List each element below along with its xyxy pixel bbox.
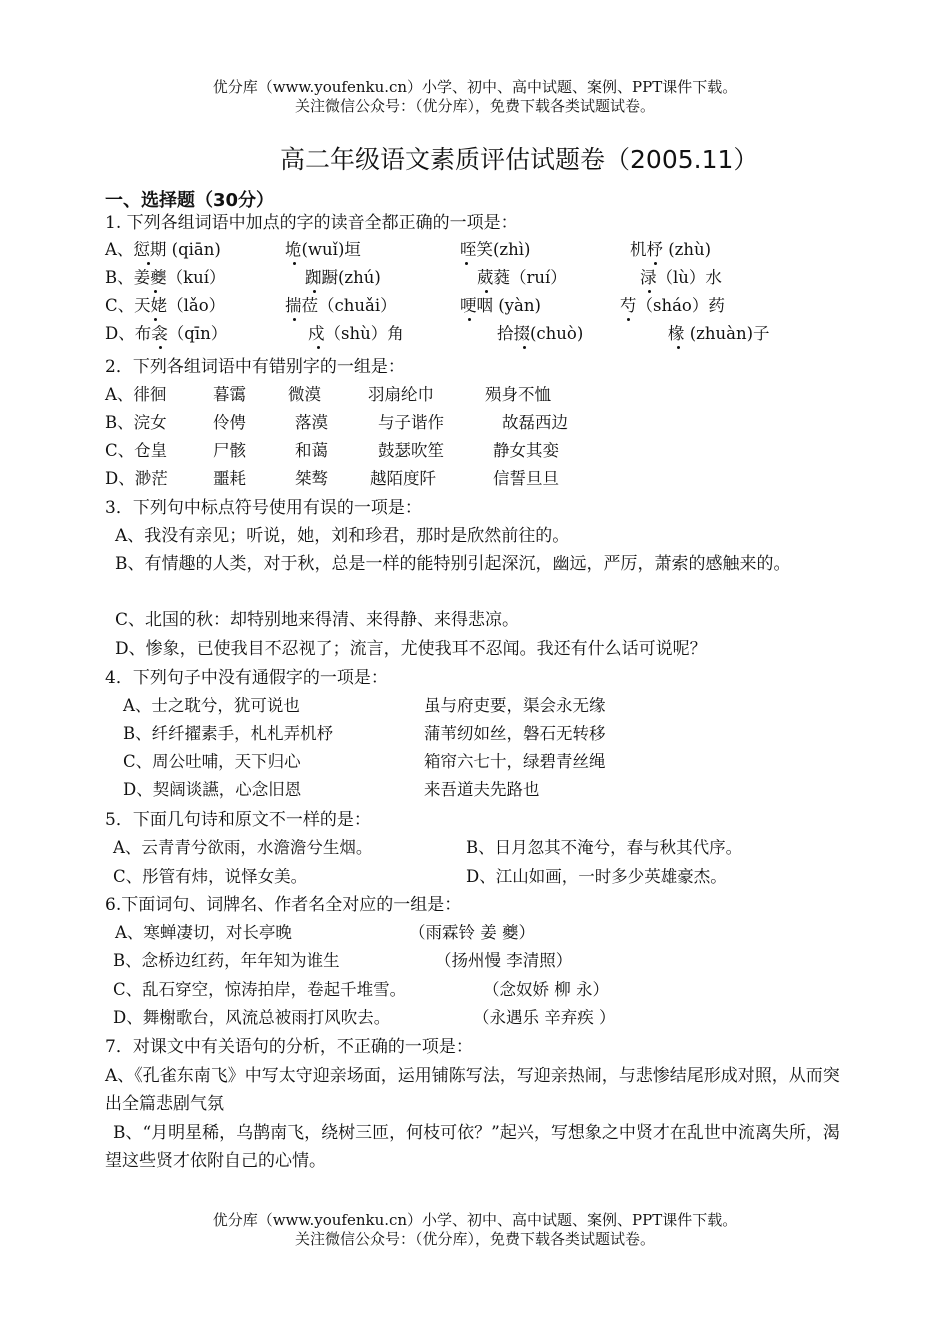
header-line-2: 关注微信公众号：（优分库），免费下载各类试题试卷。	[294, 97, 655, 115]
q1-b-item-3: 葳蕤（ruí）	[477, 268, 567, 287]
q4-c-right: 箱帘六七十，绿碧青丝绳	[424, 752, 606, 771]
q2-option-row	[105, 465, 850, 493]
q1-option-row	[105, 236, 850, 264]
q6-option-row	[113, 947, 813, 975]
q5-option-b: B、日月忽其不淹兮，春与秋其代序。	[466, 838, 743, 857]
q2-b-item-2: 伶俜	[213, 413, 246, 432]
q1-a-item-4: 机杼 (zhù)	[630, 240, 712, 259]
footer-line-1: 优分库（www.youfenku.cn）小学、初中、高中试题、案例、PPT课件下载。	[212, 1211, 738, 1229]
q2-d-item-4: 越陌度阡	[370, 469, 436, 488]
q4-option-row	[123, 776, 823, 804]
q2-c-item-2: 尸骸	[213, 441, 246, 460]
q2-option-row	[105, 409, 850, 437]
emphasis-dot	[154, 318, 157, 321]
q4-b-right: 蒲苇纫如丝，磐石无转移	[424, 724, 606, 743]
q1-c-item-2: 揣莅（chuǎi）	[285, 296, 397, 315]
q2-c-item-5: 静女其娈	[493, 441, 559, 460]
page-title: 高二年级语文素质评估试题卷（2005.11）	[280, 145, 759, 174]
q6-b-text: B、念桥边红药，年年知为谁生	[113, 951, 340, 970]
q2-d-item-2: 噩耗	[213, 469, 246, 488]
q2-a-item-1: A、徘徊	[105, 385, 167, 404]
q3-stem: 3．下列句中标点符号使用有误的一项是：	[105, 498, 422, 518]
q5-stem: 5．下面几句诗和原文不一样的是：	[105, 810, 371, 830]
q4-d-right: 来吾道夫先路也	[424, 780, 540, 799]
q4-d-left: D、契阔谈讌，心念旧恩	[123, 780, 302, 799]
q4-option-row	[123, 692, 823, 720]
emphasis-dot	[317, 346, 320, 349]
q2-d-item-5: 信誓旦旦	[493, 469, 559, 488]
q1-b-item-4: 渌（lù）水	[640, 268, 722, 287]
q5-option-row	[113, 834, 843, 862]
q1-option-row	[105, 320, 850, 348]
q3-option-b: B、有情趣的人类，对于秋，总是一样的能特别引起深沉，幽远，严厉，萧索的感触来的。	[115, 554, 791, 574]
q1-d-item-3: 拾掇(chuò)	[497, 324, 584, 343]
emphasis-dot	[293, 318, 296, 321]
page-footer	[0, 1211, 950, 1249]
q4-option-row	[123, 720, 823, 748]
q6-b-answer: （扬州慢 李清照）	[435, 951, 573, 970]
emphasis-dot	[523, 346, 526, 349]
q6-a-text: A、寒蝉凄切，对长亭晚	[115, 923, 292, 942]
q2-d-item-3: 桀骜	[295, 469, 328, 488]
header-line-1: 优分库（www.youfenku.cn）小学、初中、高中试题、案例、PPT课件下载。	[212, 78, 738, 96]
q2-b-item-5: 故磊西边	[502, 413, 568, 432]
q2-b-item-3: 落漠	[295, 413, 328, 432]
q6-stem: 6.下面词句、词牌名、作者名全对应的一组是：	[105, 895, 462, 915]
q7-option-b: B、“月明星稀，乌鹊南飞，绕树三匝，何枝可依？”起兴，写想象之中贤才在乱世中流离失所，渴望这些贤才依附自己的心情。	[105, 1123, 840, 1171]
q4-c-left: C、周公吐哺，天下归心	[123, 752, 301, 771]
q6-a-answer: （雨霖铃 姜 夔）	[409, 923, 535, 942]
q2-b-item-1: B、浣女	[105, 413, 167, 432]
q2-a-item-3: 微漠	[288, 385, 321, 404]
q2-c-item-3: 和蔼	[295, 441, 328, 460]
q2-a-item-4: 羽扇纶巾	[368, 385, 434, 404]
emphasis-dot	[654, 262, 657, 265]
q1-c-item-1: C、天姥（lǎo）	[105, 296, 226, 315]
q4-stem: 4．下列句子中没有通假字的一项是：	[105, 668, 388, 688]
q1-a-item-3: 咥笑(zhì)	[460, 240, 531, 259]
q2-stem: 2．下列各组词语中有错别字的一组是：	[105, 357, 405, 377]
q4-b-left: B、纤纤擢素手，札札弄机杼	[123, 724, 334, 743]
q1-a-item-2: 垝(wuǐ)垣	[285, 240, 361, 259]
q1-d-item-2: 戍（shù）角	[308, 324, 404, 343]
q1-c-item-3: 哽咽 (yàn)	[460, 296, 541, 315]
q6-c-text: C、乱石穿空，惊涛拍岸，卷起千堆雪。	[113, 980, 407, 999]
q1-c-item-4: 芍（sháo）药	[620, 296, 725, 315]
q2-d-item-1: D、渺茫	[105, 469, 168, 488]
page-header	[0, 78, 950, 116]
q1-b-item-1: B、姜夔（kuí）	[105, 268, 226, 287]
q2-c-item-1: C、仓皇	[105, 441, 168, 460]
emphasis-dot	[627, 318, 630, 321]
q2-option-row	[105, 381, 850, 409]
q5-option-d: D、江山如画，一时多少英雄豪杰。	[466, 867, 727, 886]
q3-option-a: A、我没有亲见；听说，她，刘和珍君，那时是欣然前往的。	[115, 526, 570, 546]
q2-b-item-4: 与子谐作	[378, 413, 444, 432]
q5-option-row	[113, 863, 843, 891]
q7-stem: 7．对课文中有关语句的分析，不正确的一项是：	[105, 1037, 473, 1057]
emphasis-dot	[154, 290, 157, 293]
emphasis-dot	[313, 290, 316, 293]
q5-option-a: A、云青青兮欲雨，水澹澹兮生烟。	[113, 838, 373, 857]
q6-option-row	[113, 976, 813, 1004]
q1-b-item-2: 踟蹰(zhú)	[305, 268, 381, 287]
section-heading: 一、选择题（30分）	[105, 190, 275, 211]
emphasis-dot	[485, 290, 488, 293]
emphasis-dot	[465, 262, 468, 265]
q4-a-left: A、士之耽兮，犹可说也	[123, 696, 300, 715]
q6-c-answer: （念奴娇 柳 永）	[483, 980, 609, 999]
emphasis-dot	[468, 318, 471, 321]
q3-option-d: D、惨象，已使我目不忍视了；流言，尤使我耳不忍闻。我还有什么话可说呢？	[115, 639, 707, 659]
q5-option-c: C、彤管有炜，说怿女美。	[113, 867, 308, 886]
q1-d-item-1: D、布衾（qīn）	[105, 324, 228, 343]
q1-a-item-1: A、愆期 (qiān)	[105, 240, 221, 259]
q1-d-item-4: 椽 (zhuàn)子	[668, 324, 770, 343]
q4-option-row	[123, 748, 823, 776]
q6-d-text: D、舞榭歌台，风流总被雨打风吹去。	[113, 1008, 391, 1027]
q3-option-c: C、北国的秋：却特别地来得清、来得静、来得悲凉。	[115, 610, 520, 630]
emphasis-dot	[677, 346, 680, 349]
q6-d-answer: （永遇乐 辛弃疾 ）	[473, 1008, 616, 1027]
q2-a-item-5: 殒身不恤	[485, 385, 551, 404]
q6-option-row	[115, 919, 815, 947]
emphasis-dot	[147, 262, 150, 265]
q6-option-row	[113, 1004, 813, 1032]
q4-a-right: 虽与府吏要，渠会永无缘	[424, 696, 606, 715]
emphasis-dot	[648, 290, 651, 293]
q2-c-item-4: 鼓瑟吹笙	[378, 441, 444, 460]
emphasis-dot	[159, 346, 162, 349]
q1-option-row	[105, 264, 850, 292]
q2-a-item-2: 暮霭	[213, 385, 246, 404]
q2-option-row	[105, 437, 850, 465]
emphasis-dot	[293, 262, 296, 265]
q1-stem: 1. 下列各组词语中加点的字的读音全都正确的一项是：	[105, 213, 518, 233]
q7-option-a: A、《孔雀东南飞》中写太守迎亲场面，运用铺陈写法，写迎亲热闹，与悲惨结尾形成对照，从而突出全篇悲剧气氛	[105, 1066, 840, 1114]
q1-option-row	[105, 292, 850, 320]
footer-line-2: 关注微信公众号：（优分库），免费下载各类试题试卷。	[294, 1230, 655, 1248]
